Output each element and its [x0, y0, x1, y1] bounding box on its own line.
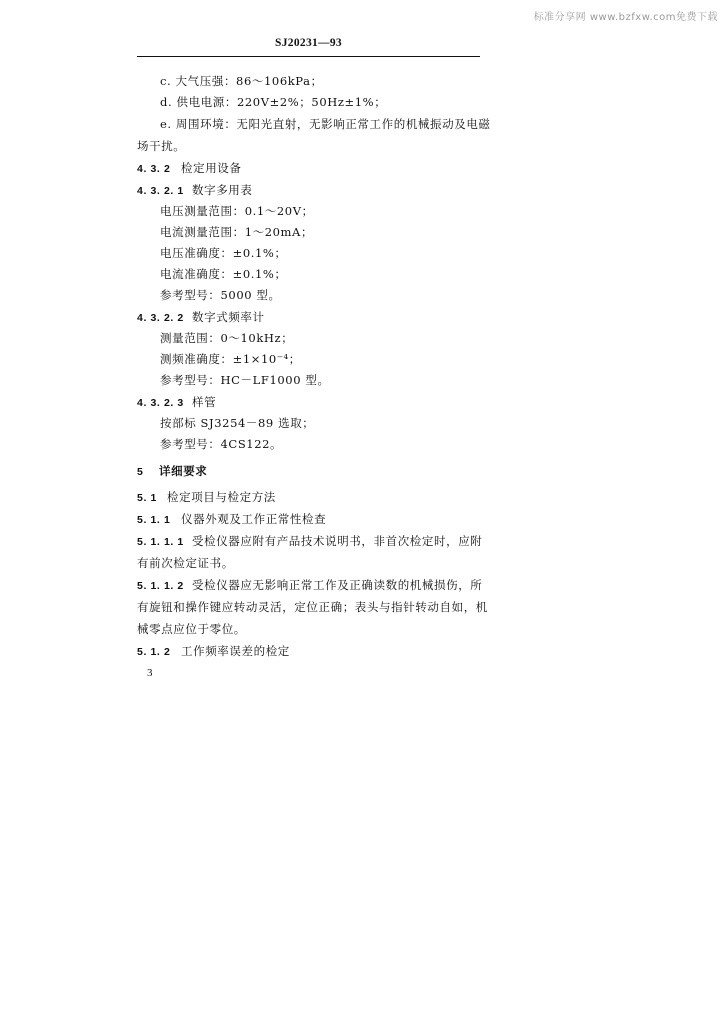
section-number: 5. 1. 1. 2	[137, 580, 184, 592]
section-title: 样管	[192, 395, 217, 409]
section-title: 检定用设备	[181, 161, 242, 175]
section-5-1-1-2-paragraph	[137, 578, 482, 593]
counter-reference-model: 参考型号：HC－LF1000 型。	[160, 373, 330, 387]
section-number: 4. 3. 2. 1	[137, 185, 184, 197]
section-5-1-2-heading	[137, 644, 290, 659]
multimeter-current-accuracy: 电流准确度：±0.1%；	[160, 267, 287, 281]
section-title: 数字式频率计	[192, 310, 265, 324]
section-number: 5. 1	[137, 492, 157, 504]
section-5-1-heading	[137, 490, 276, 505]
condition-power-supply: d. 供电电源：220V±2%；50Hz±1%；	[160, 95, 387, 109]
paragraph-text: 受检仪器应附有产品技术说明书，非首次检定时，应附	[192, 534, 483, 548]
section-title: 数字多用表	[192, 183, 253, 197]
section-title: 检定项目与检定方法	[167, 490, 276, 504]
section-5-heading	[137, 464, 207, 479]
section-number: 5. 1. 1. 1	[137, 536, 184, 548]
multimeter-current-range: 电流测量范围：1～20mA；	[160, 225, 314, 239]
counter-measure-range: 测量范围：0～10kHz；	[160, 331, 294, 345]
section-5-1-1-heading	[137, 512, 326, 527]
paragraph-text-cont: 械零点应位于零位。	[137, 622, 246, 636]
section-title: 详细要求	[159, 464, 208, 478]
section-number: 4. 3. 2. 3	[137, 397, 184, 409]
condition-pressure: c. 大气压强：86～106kPa；	[160, 74, 323, 88]
section-title: 仪器外观及工作正常性检查	[181, 512, 327, 526]
section-number: 5. 1. 2	[137, 646, 171, 658]
section-5-1-1-1-paragraph	[137, 534, 482, 549]
paragraph-text-cont: 有前次检定证书。	[137, 556, 234, 570]
watermark-text: 标准分享网 www.bzfxw.com免费下载	[533, 12, 718, 23]
section-4-3-2-3-heading	[137, 395, 216, 410]
multimeter-reference-model: 参考型号：5000 型。	[160, 288, 281, 302]
condition-environment: e. 周围环境：无阳光直射，无影响正常工作的机械振动及电磁	[160, 117, 491, 131]
header-rule	[137, 56, 480, 57]
multimeter-voltage-accuracy: 电压准确度：±0.1%；	[160, 246, 287, 260]
condition-environment-cont: 场干扰。	[137, 139, 186, 153]
section-number: 5. 1. 1	[137, 514, 171, 526]
section-title: 工作频率误差的检定	[181, 644, 290, 658]
sample-tube-reference-model: 参考型号：4CS122。	[160, 437, 283, 451]
section-number: 4. 3. 2. 2	[137, 312, 184, 324]
multimeter-voltage-range: 电压测量范围：0.1～20V；	[160, 204, 314, 218]
page-number: 3	[147, 667, 153, 679]
counter-accuracy: 测频准确度：±1×10⁻⁴；	[160, 352, 301, 366]
section-4-3-2-heading	[137, 161, 242, 176]
section-number: 5	[137, 466, 144, 478]
section-number: 4. 3. 2	[137, 163, 171, 175]
section-4-3-2-1-heading	[137, 183, 253, 198]
sample-tube-standard: 按部标 SJ3254－89 选取；	[160, 416, 315, 430]
paragraph-text: 受检仪器应无影响正常工作及正确读数的机械损伤，所	[192, 578, 483, 592]
document-code-header: SJ20231—93	[275, 37, 342, 49]
section-4-3-2-2-heading	[137, 310, 265, 325]
paragraph-text-cont: 有旋钮和操作键应转动灵活，定位正确；表头与指针转动自如，机	[137, 600, 488, 614]
